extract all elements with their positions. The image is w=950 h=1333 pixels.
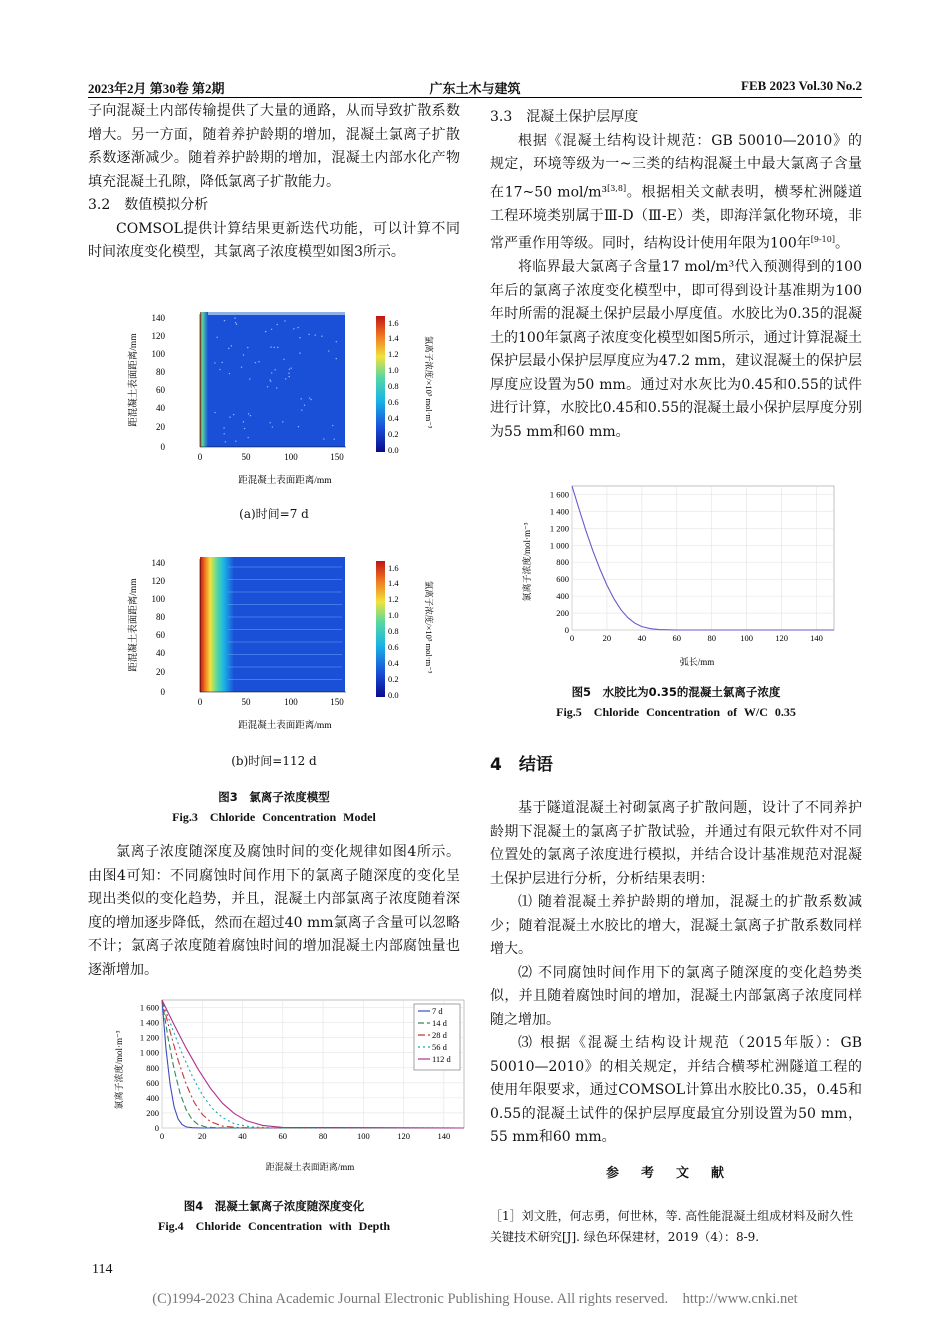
y-tick: 0 (160, 442, 165, 452)
footer-copyright: (C)1994-2023 China Academic Journal Electronic Publishing House. All rights reserved. http://www.cnki.net (152, 1291, 798, 1307)
pore-dot (250, 415, 251, 416)
x-tick-label: 20 (602, 633, 612, 643)
cbar-tick: 1.0 (388, 610, 399, 620)
pore-dot (223, 433, 224, 434)
pore-dot (228, 348, 229, 349)
y-tick: 120 (151, 331, 165, 341)
y-tick: 100 (151, 594, 165, 604)
pore-dot (235, 441, 236, 442)
pore-dot (299, 352, 300, 353)
pore-dot (249, 378, 250, 379)
pore-dot (225, 441, 226, 442)
pore-dot (332, 425, 333, 426)
header-rule (88, 97, 862, 98)
pore-dot (214, 362, 215, 363)
fig3b-xlabel: 距混凝土表面距离/mm (238, 721, 332, 731)
pore-dot (300, 398, 301, 399)
x-tick-label: 20 (198, 1131, 207, 1141)
pore-dot (282, 421, 283, 422)
text-run: 。根据相关文献表明，横琴杧洲隧道工程环境类别属于Ⅲ-D（Ⅲ-E）类，即海洋氯化物环境，非常严重作用等级。同时，结构设计使用年限为100年 (490, 184, 862, 252)
plot-area (572, 486, 834, 630)
section-3-3-paragraph-b: 将临界最大氯离子含量17 mol/m³代入预测得到的100年后的氯离子浓度变化模型中，即可得到设计基准期为100年时所需的混凝土保护层最小厚度值。水胶比为0.35的混凝土的100年氯离子浓度变化模型如图5所示，通过计算混凝土保护层最小保护层厚度应为47.2 mm，建议混凝土的保护层厚度应设置为50 mm。通过对水灰比为0.45和0.55的试件进行计算，水胶比0.45和0.55的混凝土最小保护层厚度分别为55 mm和60 mm。 (490, 259, 862, 440)
text-run: 根据《混凝土结构设计规范：GB 50010—2010》的规定，环境等级为一~三类的结构混凝土中最大氯离子含量在17~50 mol/m³ (490, 132, 862, 201)
cbar-tick: 1.2 (388, 349, 399, 359)
y-tick-label: 600 (146, 1077, 159, 1088)
pore-dot (247, 437, 248, 438)
conclusion-paragraph: 基于隧道混凝土衬砌氯离子扩散问题，设计了不同养护龄期下混凝土的氯离子扩散试验，并通过有限元软件对不同位置处的氯离子浓度进行模拟，并结合设计基准规范对混凝土保护层进行分析，分析结果表明： (490, 800, 862, 887)
x-tick: 150 (330, 697, 344, 707)
x-tick-label: 140 (437, 1131, 451, 1141)
x-tick-label: 100 (740, 633, 754, 643)
section-4-heading: 4 结语 (490, 755, 553, 775)
y-tick-label: 400 (556, 591, 569, 602)
fig4-chart (100, 990, 451, 1180)
cbar-tick: 0.6 (388, 642, 399, 652)
fig3b-cbar-label: 氯离子浓度/×10³ mol·m⁻³ (424, 580, 434, 674)
cbar-tick: 1.6 (388, 563, 399, 573)
y-tick-label: 1 400 (139, 1017, 159, 1028)
fig3a-colorbar (376, 316, 385, 452)
right-column-conclusion (490, 797, 862, 1150)
heatmap-top-edge (208, 312, 345, 315)
pore-dot (336, 341, 337, 342)
pore-dot (274, 369, 275, 370)
pore-dot (271, 372, 272, 373)
y-tick-label: 200 (146, 1107, 159, 1118)
pore-dot (298, 426, 299, 427)
pore-dot (229, 416, 230, 417)
pore-dot (269, 379, 270, 380)
pore-dot (334, 439, 335, 440)
reference-1: ［1］刘文胜，何志勇，何世林，等. 高性能混凝土组成材料及耐久性关键技术研究[J]. 绿色环保建材，2019（4）：8-9. (490, 1209, 854, 1244)
fig3-caption-en: Fig.3 Chloride Concentration Model (172, 810, 376, 824)
pore-dot (236, 324, 237, 325)
heatmap-front (200, 312, 208, 447)
section-3-3-paragraph-a (490, 130, 862, 257)
pore-dot (321, 336, 322, 337)
fig3b-ylabel: 距混凝土表面距离/mm (129, 578, 139, 672)
y-tick-label: 200 (556, 608, 569, 619)
y-tick: 60 (156, 385, 165, 395)
cbar-tick: 0.8 (388, 381, 399, 391)
y-tick-label: 1 400 (549, 506, 569, 517)
pore-dot (223, 427, 224, 428)
cbar-tick: 1.0 (388, 365, 399, 375)
heatmap-front (200, 557, 234, 692)
pore-dot (243, 421, 244, 422)
cbar-tick: 1.2 (388, 594, 399, 604)
pore-dot (248, 413, 249, 414)
cbar-tick: 0.0 (388, 690, 399, 700)
journal-issue: 2023年2月 第30卷 第2期 (88, 81, 225, 96)
y-tick: 20 (156, 422, 165, 432)
pore-dot (288, 376, 289, 377)
fig5-ylabel: 氯离子浓度/mol·m⁻³ (522, 522, 532, 602)
fig5-chart (500, 480, 845, 675)
pore-dot (289, 369, 290, 370)
y-tick-label: 600 (556, 574, 569, 585)
cbar-tick: 0.2 (388, 429, 399, 439)
pore-dot (304, 405, 305, 406)
pore-dot (299, 337, 300, 338)
pore-dot (276, 387, 277, 388)
pore-dot (231, 345, 232, 346)
fig5-xlabel: 弧长/mm (679, 657, 715, 667)
pore-dot (214, 412, 215, 413)
pore-dot (235, 322, 236, 323)
y-tick: 20 (156, 667, 165, 677)
x-tick: 0 (197, 452, 203, 462)
y-tick-label: 1 600 (549, 489, 569, 500)
x-tick: 0 (197, 697, 203, 707)
fig4-caption-en: Fig.4 Chloride Concentration with Depth (158, 1219, 390, 1233)
citation: [3,8] (607, 183, 627, 193)
y-tick-label: 400 (146, 1092, 159, 1103)
cbar-tick: 1.4 (388, 333, 399, 343)
pore-dot (244, 428, 245, 429)
pore-dot (219, 369, 220, 370)
conclusion-item-3: ⑶ 根据《混凝土结构设计规范（2015年版）：GB 50010—2010》的相关规定，并结合横琴杧洲隧道工程的使用年限要求，通过COMSOL计算出水胶比0.35，0.45和0.55的混凝土试件的保护层厚度最宜分别设置为50 mm，55 mm和60 mm。 (490, 1035, 862, 1145)
fig4-ylabel: 氯离子浓度/mol·m⁻³ (114, 1030, 124, 1110)
pore-dot (269, 422, 270, 423)
pore-dot (216, 337, 217, 338)
x-tick-label: 0 (159, 1131, 165, 1141)
y-tick: 140 (151, 313, 165, 323)
cbar-tick: 0.4 (388, 413, 399, 423)
pore-dot (314, 334, 315, 335)
cbar-tick: 0.8 (388, 626, 399, 636)
journal-issue-en: FEB 2023 Vol.30 No.2 (741, 78, 862, 93)
cbar-tick: 1.6 (388, 318, 399, 328)
cbar-tick: 1.4 (388, 578, 399, 588)
conclusion-item-1: ⑴ 随着混凝土养护龄期的增加，混凝土的扩散系数减少；随着混凝土水胶比的增大，混凝土氯离子扩散系数同样增大。 (490, 894, 862, 957)
fig3b-colorbar (376, 561, 385, 697)
pore-dot (290, 368, 291, 369)
y-tick-label: 1 000 (139, 1047, 159, 1058)
fig3b-heatmap (110, 545, 440, 745)
pore-dot (283, 359, 284, 360)
x-tick: 50 (241, 697, 251, 707)
y-tick: 120 (151, 576, 165, 586)
pore-dot (222, 362, 223, 363)
conclusion-item-2: ⑵ 不同腐蚀时间作用下的氯离子随深度的变化趋势类似，并且随着腐蚀时间的增加，混凝土内部氯离子浓度同样随之增加。 (490, 964, 862, 1028)
legend-entry: 28 d (432, 1030, 447, 1040)
y-tick-label: 1 200 (139, 1032, 159, 1043)
section-3-3-heading: 3.3 混凝土保护层厚度 (490, 109, 639, 125)
pore-dot (301, 409, 302, 410)
fig3a-cbar-label: 氯离子浓度/×10³ mol·m⁻³ (424, 335, 434, 429)
right-column-top (490, 106, 862, 444)
legend-entry: 56 d (432, 1042, 447, 1052)
pore-dot (255, 362, 256, 363)
x-tick: 100 (284, 697, 298, 707)
intro-paragraph: 子向混凝土内部传输提供了大量的通路，从而导致扩散系数增大。另一方面，随着养护龄期的增加，混凝土氯离子扩散系数逐渐减少。随着养护龄期的增加，混凝土内部水化产物填充混凝土孔隙，降低氯离子扩散能力。 (88, 103, 460, 190)
section-3-2-heading: 3.2 数值模拟分析 (88, 197, 209, 213)
fig3a-caption: (a)时间=7 d (239, 507, 309, 521)
page-number: 114 (92, 1262, 113, 1277)
y-tick-label: 800 (556, 557, 569, 568)
x-tick-label: 0 (569, 633, 575, 643)
y-tick-label: 800 (146, 1062, 159, 1073)
legend-entry: 7 d (432, 1006, 443, 1016)
y-tick: 80 (156, 367, 165, 377)
y-tick: 40 (156, 648, 165, 658)
fig4-description: 氯离子浓度随深度及腐蚀时间的变化规律如图4所示。由图4可知：不同腐蚀时间作用下的氯离子随深度的变化呈现出类似的变化趋势，并且，混凝土内部氯离子浓度随着深度的增加逐步降低，然而在超过40 mm氯离子含量可以忽略不计；氯离子浓度随着腐蚀时间的增加混凝土内部腐蚀量也逐渐增加。 (88, 844, 460, 978)
pore-dot (309, 397, 310, 398)
journal-title: 广东土木与建筑 (429, 81, 521, 96)
y-tick: 140 (151, 558, 165, 568)
y-tick-label: 0 (154, 1123, 159, 1133)
x-tick: 50 (241, 452, 251, 462)
pore-dot (274, 347, 275, 348)
y-tick: 60 (156, 630, 165, 640)
pore-dot (323, 438, 324, 439)
y-tick: 100 (151, 349, 165, 359)
fig3a-heatmap (110, 300, 440, 500)
fig5-caption-en: Fig.5 Chloride Concentration of W/C 0.35 (556, 705, 796, 719)
x-tick-label: 100 (356, 1131, 370, 1141)
pore-dot (270, 346, 271, 347)
pore-dot (297, 327, 298, 328)
x-tick-label: 80 (707, 633, 716, 643)
pore-dot (233, 414, 234, 415)
y-tick: 40 (156, 403, 165, 413)
left-column-mid (88, 841, 460, 982)
pore-dot (270, 381, 271, 382)
legend-entry: 14 d (432, 1018, 447, 1028)
x-tick-label: 80 (318, 1131, 328, 1141)
y-tick-label: 0 (564, 625, 569, 635)
y-tick-label: 1 600 (139, 1002, 159, 1013)
x-tick: 100 (284, 452, 298, 462)
pore-dot (288, 372, 289, 373)
pore-dot (277, 324, 278, 325)
pore-dot (267, 386, 268, 387)
pore-dot (271, 329, 272, 330)
pore-dot (328, 350, 329, 351)
citation: [9-10] (810, 235, 835, 245)
y-tick: 0 (160, 687, 165, 697)
cbar-tick: 0.0 (388, 445, 399, 455)
pore-dot (277, 347, 278, 348)
section-3-2-paragraph: COMSOL提供计算结果更新迭代功能，可以计算不同时间浓度变化模型，其氯离子浓度模型如图3所示。 (88, 220, 460, 260)
pore-dot (234, 317, 235, 318)
fig3b-caption: (b)时间=112 d (231, 754, 317, 768)
pore-dot (284, 320, 285, 321)
y-tick-label: 1 200 (549, 523, 569, 534)
pore-dot (285, 378, 286, 379)
pore-dot (224, 320, 225, 321)
pore-dot (293, 328, 294, 329)
pore-dot (310, 399, 311, 400)
fig4-caption-cn: 图4 混凝土氯离子浓度随深度变化 (183, 1199, 365, 1213)
x-tick-label: 120 (397, 1131, 410, 1141)
pore-dot (336, 358, 337, 359)
pore-dot (308, 334, 309, 335)
pore-dot (229, 373, 230, 374)
x-tick-label: 120 (775, 633, 788, 643)
fig3a-ylabel: 距混凝土表面距离/mm (129, 333, 139, 427)
x-tick-label: 60 (278, 1131, 288, 1141)
x-tick-label: 40 (238, 1131, 247, 1141)
pore-dot (241, 366, 242, 367)
pore-dot (243, 354, 244, 355)
legend-entry: 112 d (432, 1054, 451, 1064)
x-tick-label: 40 (637, 633, 647, 643)
cbar-tick: 0.6 (388, 397, 399, 407)
y-tick-label: 1 000 (549, 540, 569, 551)
fig3a-xlabel: 距混凝土表面距离/mm (238, 476, 332, 486)
pore-dot (265, 331, 266, 332)
cbar-tick: 0.4 (388, 658, 399, 668)
fig5-caption-cn: 图5 水胶比为0.35的混凝土氯离子浓度 (571, 685, 781, 699)
text-run: 。 (834, 235, 849, 252)
left-column-top (88, 100, 460, 265)
x-tick-label: 60 (672, 633, 682, 643)
references-title: 参考文献 (605, 1166, 746, 1181)
pore-dot (272, 426, 273, 427)
cbar-tick: 0.2 (388, 674, 399, 684)
pore-dot (247, 347, 248, 348)
pore-dot (258, 361, 259, 362)
x-tick: 150 (330, 452, 344, 462)
x-tick-label: 140 (810, 633, 823, 643)
fig3-caption-cn: 图3 氯离子浓度模型 (218, 790, 330, 804)
fig4-xlabel: 距混凝土表面距离/mm (265, 1162, 355, 1172)
y-tick: 80 (156, 612, 165, 622)
